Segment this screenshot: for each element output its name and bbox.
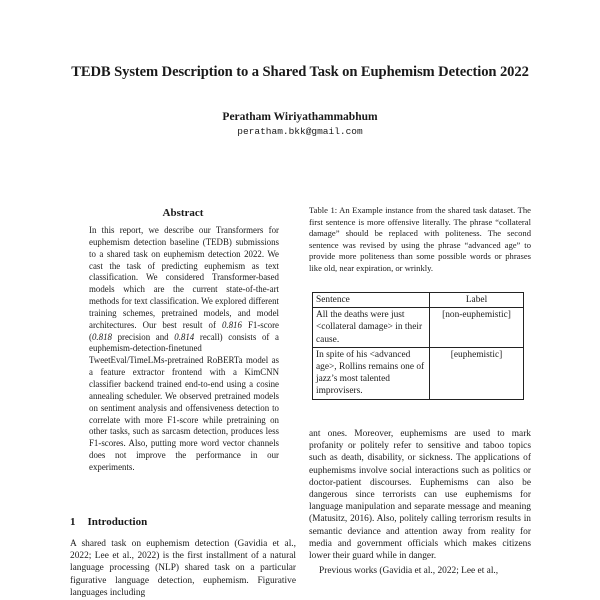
abstract-paragraph <box>89 225 279 474</box>
abstract-heading: Abstract <box>162 207 204 219</box>
table-header-row <box>313 293 524 308</box>
table-cell-sentence: In spite of his <advanced age>, Rollins remains one of jazz’s most talented improvisers. <box>313 347 430 399</box>
section-title: Introduction <box>87 516 148 528</box>
paper-title: TEDB System Description to a Shared Task on Euphemism Detection 2022 <box>71 64 529 80</box>
author-name: Peratham Wiriyathammabhum <box>222 111 378 123</box>
table-cell-sentence: All the deaths were just <collateral damage> in their cause. <box>313 308 430 348</box>
table-header-label: Label <box>430 293 524 308</box>
introduction-paragraph: A shared task on euphemism detection (Gavidia et al., 2022; Lee et al., 2022) is the first installment of a natural language processing (NLP) shared task on a particular figurative language detection, euphemism. Figurative languages including <box>70 539 296 598</box>
abstract-precision: 0.818 <box>91 331 112 342</box>
right-column-body <box>309 428 531 577</box>
table-caption-text: Table 1: An Example instance from the shared task dataset. The first sentence is more offensive literally. The phrase “collateral damage” should be replaced with politeness. The second sentence was revised by using the phrase “advanced age” to provide more politeness than some possible words or phrases like old, near expiration, or wrinkly. <box>309 205 531 273</box>
table-header-sentence: Sentence <box>313 293 430 308</box>
abstract-text-3: precision and <box>111 331 175 342</box>
right-paragraph-2: Previous works (Gavidia et al., 2022; Lee et al., <box>319 566 499 577</box>
right-paragraph-1: ant ones. Moreover, euphemisms are used to mark profanity or politely refer to sensitive and taboo topics such as death, disability, or sickness. The applications of euphemisms involve social interactions such as politics or doctor-patient discourses. Euphemisms can also be dangerous since terrorists can use euphemisms for language manipulation and separate message and meaning (Matusitz, 2016). Also, politely calling terrorism results in semantic deviance and attention away from reality for media and government officials which makes citizens lower their guard while in danger. <box>309 429 531 562</box>
abstract-text-2: F1-score ( <box>89 319 279 342</box>
section-number: 1 <box>70 516 76 528</box>
table-row <box>313 308 524 348</box>
abstract-text-1: In this report, we describe our Transformers for euphemism detection baseline (TEDB) submissions to a shared task on euphemism detection 2022. We cast the task of predicting euphemism as text classification. We considered Transformer-based models which are the current state-of-the-art methods for text classification. We explored different training schemes, pretrained models, and model architectures. Our best result of <box>89 225 279 330</box>
abstract-body <box>89 225 279 474</box>
table-caption <box>309 205 531 274</box>
table-cell-label: [euphemistic] <box>430 347 524 399</box>
author-email[interactable]: peratham.bkk@gmail.com <box>237 126 363 137</box>
table-row <box>313 347 524 399</box>
abstract-recall: 0.814 <box>174 331 195 342</box>
section-heading <box>70 516 296 528</box>
abstract-score: 0.816 <box>221 319 242 330</box>
table-cell-label: [non-euphemistic] <box>430 308 524 348</box>
example-table <box>312 292 524 400</box>
abstract-text-4: recall) consists of a euphemism-detection-finetuned TweetEval/TimeLMs-pretrained RoBERTa model as a feature extractor frontend with a KimCNN classifier backend trained end-to-end using a cosine annealing scheduler. We observed pretrained models on sentiment analysis and offensiveness detection to correlate with more F1-score while pretraining on other tasks, such as sarcasm detection, produces less F1-scores. Also, putting more word vector channels does not improve the performance in our experiments. <box>89 331 279 472</box>
introduction-body <box>70 538 296 599</box>
